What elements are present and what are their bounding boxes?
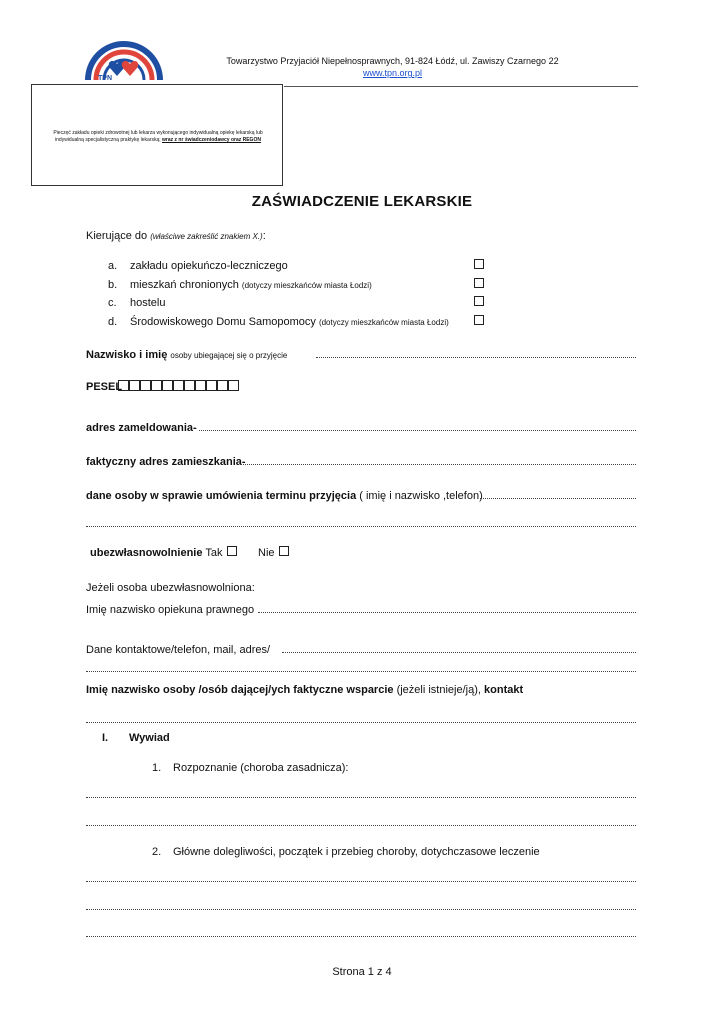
pesel-boxes bbox=[118, 380, 239, 391]
stamp-caption bbox=[44, 130, 272, 144]
referral-label-text: Kierujące do bbox=[86, 230, 148, 242]
pesel-digit-box[interactable] bbox=[195, 380, 206, 391]
name-field[interactable] bbox=[316, 357, 636, 358]
guardian-contact-field-line2[interactable] bbox=[86, 671, 636, 672]
option-d-label: Środowiskowego Domu Samopomocy bbox=[130, 316, 316, 328]
support-person-field[interactable] bbox=[86, 722, 636, 723]
section-heading: Wywiad bbox=[129, 732, 170, 744]
question-2-number: 2. bbox=[152, 846, 162, 858]
referral-option-a bbox=[108, 259, 117, 273]
page-number: Strona 1 z 4 bbox=[332, 966, 392, 978]
contact-label-bold: dane osoby w sprawie umówienia terminu przyjęcia bbox=[86, 490, 357, 502]
org-address: Towarzystwo Przyjaciół Niepełnosprawnych, 91-824 Łódź, ul. Zawiszy Czarnego 22 bbox=[226, 56, 559, 66]
name-label bbox=[86, 348, 287, 363]
actual-address-field[interactable] bbox=[240, 464, 636, 465]
guardian-contact-field[interactable] bbox=[282, 652, 636, 653]
referral-label bbox=[86, 229, 266, 244]
referral-option-c bbox=[108, 296, 117, 310]
option-d-checkbox[interactable] bbox=[474, 315, 484, 325]
referral-hint: (właściwe zakreślić znakiem X.) bbox=[150, 232, 263, 241]
pesel-digit-box[interactable] bbox=[228, 380, 239, 391]
answer-1-line[interactable] bbox=[86, 825, 636, 826]
stamp-caption-bold: wraz z nr świadczeniodawcy oraz REGON bbox=[162, 137, 261, 143]
question-2-text: Główne dolegliwości, początek i przebieg choroby, dotychczasowe leczenie bbox=[173, 846, 540, 858]
pesel-digit-box[interactable] bbox=[206, 380, 217, 391]
pesel-digit-box[interactable] bbox=[217, 380, 228, 391]
actual-address-label: faktyczny adres zamieszkania- bbox=[86, 456, 246, 468]
contact-person-field-line2[interactable] bbox=[86, 526, 636, 527]
option-a-checkbox[interactable] bbox=[474, 259, 484, 269]
guardian-field[interactable] bbox=[258, 612, 636, 613]
pesel-digit-box[interactable] bbox=[184, 380, 195, 391]
contact-person-field[interactable] bbox=[480, 498, 636, 499]
option-d-text bbox=[130, 315, 449, 330]
answer-2-line[interactable] bbox=[86, 936, 636, 937]
organization-header bbox=[200, 55, 585, 79]
pesel-digit-box[interactable] bbox=[129, 380, 140, 391]
support-contact-label: kontakt bbox=[484, 684, 524, 696]
document-title: ZAŚWIADCZENIE LEKARSKIE bbox=[251, 193, 473, 210]
incap-no-checkbox[interactable] bbox=[279, 546, 289, 556]
name-label-bold: Nazwisko i imię bbox=[86, 349, 168, 361]
pesel-digit-box[interactable] bbox=[118, 380, 129, 391]
stamp-caption-text: Pieczęć zakładu opieki zdrowotnej lub lekarza wykonującego indywidualną opiekę lekarską lub indywidualną specjalistyczną praktykę lekarską; bbox=[53, 130, 263, 143]
answer-2-line[interactable] bbox=[86, 881, 636, 882]
org-website-link[interactable]: www.tpn.org.pl bbox=[362, 68, 423, 78]
option-b-text bbox=[130, 278, 372, 293]
pesel-digit-box[interactable] bbox=[151, 380, 162, 391]
support-person-label bbox=[86, 683, 523, 697]
referral-option-d bbox=[108, 315, 117, 329]
name-label-rest: osoby ubiegającej się o przyjęcie bbox=[170, 351, 288, 360]
header-divider bbox=[284, 86, 638, 87]
support-label-rest: (jeżeli istnieje/ją), bbox=[396, 684, 481, 696]
contact-label-rest: ( imię i nazwisko ,telefon) bbox=[359, 490, 483, 502]
pesel-digit-box[interactable] bbox=[162, 380, 173, 391]
answer-2-line[interactable] bbox=[86, 909, 636, 910]
option-marker: b. bbox=[108, 279, 118, 291]
option-b-label: mieszkań chronionych bbox=[130, 279, 239, 291]
support-label-bold: Imię nazwisko osoby /osób dającej/ych faktyczne wsparcie bbox=[86, 684, 394, 696]
referral-option-b bbox=[108, 278, 117, 292]
incapacitation-row bbox=[90, 546, 222, 560]
pesel-digit-box[interactable] bbox=[173, 380, 184, 391]
option-marker: a. bbox=[108, 260, 118, 272]
option-b-checkbox[interactable] bbox=[474, 278, 484, 288]
incap-label: ubezwłasnowolnienie bbox=[90, 547, 203, 559]
option-marker: d. bbox=[108, 316, 118, 328]
registered-address-field[interactable] bbox=[199, 430, 636, 431]
referral-colon: : bbox=[262, 230, 266, 242]
registered-address-label: adres zameldowania- bbox=[86, 422, 197, 434]
guardian-label: Imię nazwisko opiekuna prawnego bbox=[86, 604, 255, 616]
incap-no-label: Nie bbox=[258, 547, 275, 559]
pesel-digit-box[interactable] bbox=[140, 380, 151, 391]
section-numeral: I. bbox=[102, 732, 109, 744]
contact-person-label bbox=[86, 489, 483, 503]
option-c-text: hostelu bbox=[130, 297, 166, 309]
option-d-note: (dotyczy mieszkańców miasta Łodzi) bbox=[318, 318, 449, 327]
option-marker: c. bbox=[108, 297, 117, 309]
question-1-text: Rozpoznanie (choroba zasadnicza): bbox=[173, 762, 349, 774]
option-c-checkbox[interactable] bbox=[474, 296, 484, 306]
if-incapacitated-label: Jeżeli osoba ubezwłasnowolniona: bbox=[86, 582, 255, 594]
tpn-logo bbox=[84, 40, 164, 86]
question-1-number: 1. bbox=[152, 762, 162, 774]
logo-text: TPN bbox=[98, 75, 112, 82]
incap-yes-label: Tak bbox=[205, 547, 223, 559]
option-a-text: zakładu opiekuńczo-leczniczego bbox=[130, 260, 288, 272]
guardian-contact-label: Dane kontaktowe/telefon, mail, adres/ bbox=[86, 644, 271, 656]
option-b-note: (dotyczy mieszkańców miasta Łodzi) bbox=[241, 281, 372, 290]
answer-1-line[interactable] bbox=[86, 797, 636, 798]
pesel-label: PESEL bbox=[86, 381, 123, 393]
incap-yes-checkbox[interactable] bbox=[227, 546, 237, 556]
